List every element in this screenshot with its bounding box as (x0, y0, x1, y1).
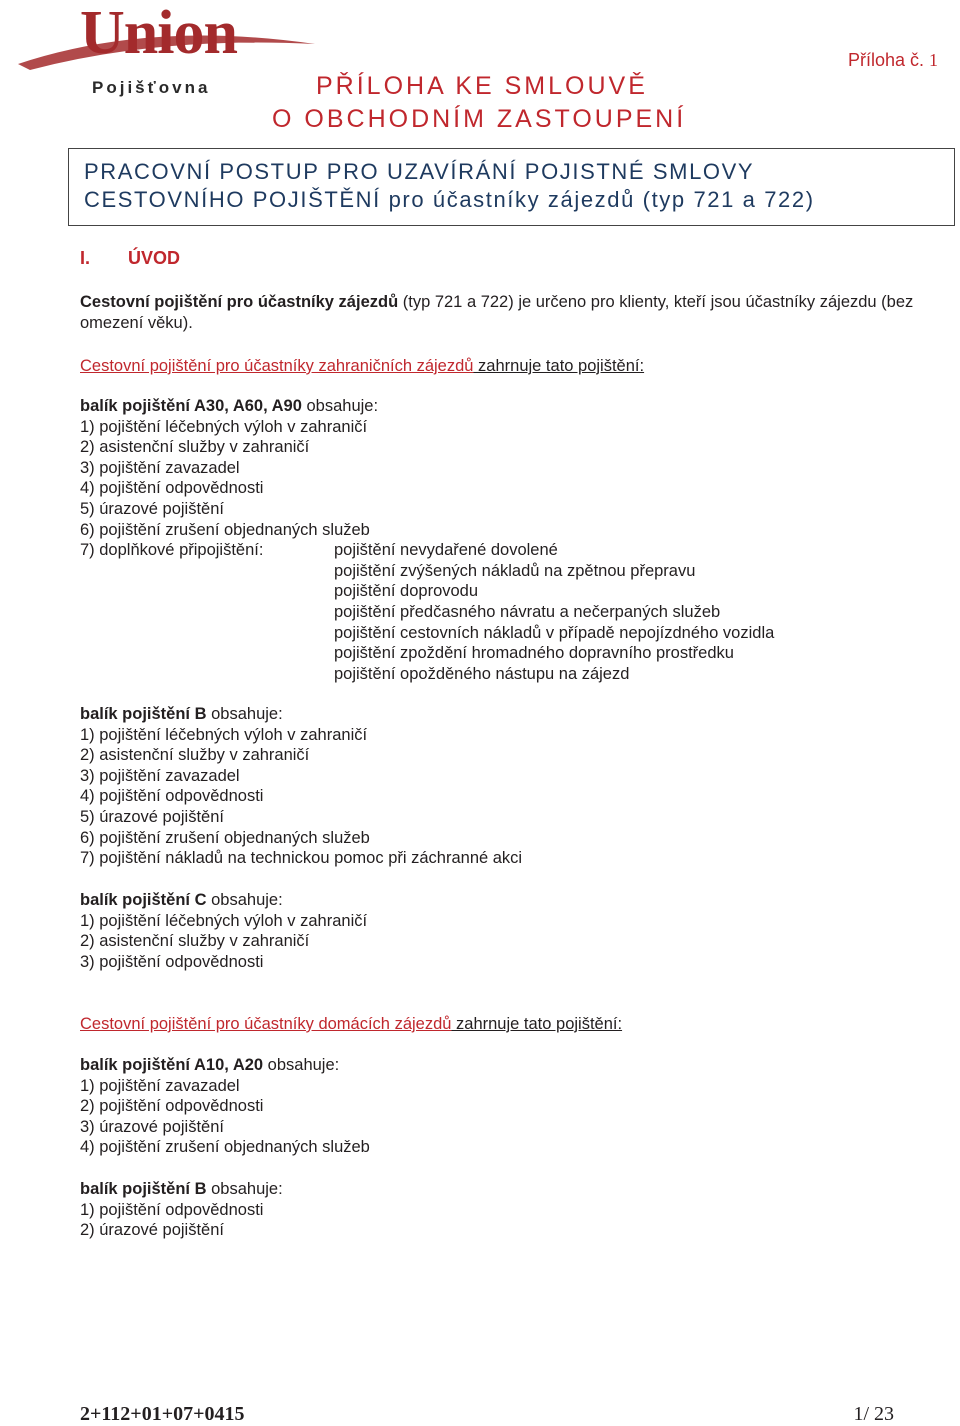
extra-item: pojištění cestovních nákladů v případě nepojízdného vozidla (334, 623, 775, 642)
package-contains: obsahuje: (206, 1180, 283, 1198)
package-contains: obsahuje: (263, 1056, 340, 1074)
package-contains: obsahuje: (206, 705, 283, 723)
attachment-number: 1 (929, 50, 938, 70)
package-contains: obsahuje: (206, 891, 283, 909)
package-b-foreign (80, 704, 522, 869)
package-title (80, 1055, 370, 1076)
intro-bold: Cestovní pojištění pro účastníky zájezdů (80, 293, 399, 311)
package-b-domestic (80, 1179, 283, 1241)
list-item: 1) pojištění léčebných výloh v zahraničí (80, 417, 368, 436)
section-title: ÚVOD (128, 248, 181, 268)
section-number: I. (80, 248, 91, 268)
extra-item: pojištění předčasného návratu a nečerpaných služeb (334, 602, 721, 621)
extra-item: pojištění opožděného nástupu na zájezd (334, 664, 630, 683)
foreign-heading-rest: zahrnuje tato pojištění: (473, 357, 645, 375)
attachment-label (848, 50, 938, 71)
package-c (80, 890, 367, 972)
document-code: 2+112+01+07+0415 (80, 1403, 245, 1425)
procedure-line-2: CESTOVNÍHO POJIŠTĚNÍ pro účastníky zájezdů (typ 721 a 722) (84, 187, 815, 212)
list-item: 3) pojištění zavazadel (80, 766, 240, 785)
extra-label: 7) doplňkové připojištění: (80, 541, 264, 560)
logo-subtitle: Pojišťovna (92, 78, 211, 97)
list-item: 6) pojištění zrušení objednaných služeb (80, 828, 370, 847)
domestic-heading-rest: zahrnuje tato pojištění: (451, 1015, 623, 1033)
package-name: balík pojištění A30, A60, A90 (80, 397, 302, 415)
list-item: 2) pojištění odpovědnosti (80, 1097, 264, 1116)
title-line-2: O OBCHODNÍM ZASTOUPENÍ (272, 105, 687, 133)
title-line-1: PŘÍLOHA KE SMLOUVĚ (316, 72, 648, 100)
list-item: 2) asistenční služby v zahraničí (80, 746, 310, 765)
package-name: balík pojištění A10, A20 (80, 1056, 264, 1074)
extra-item: pojištění zvýšených nákladů na zpětnou přepravu (334, 561, 696, 580)
procedure-line-1: PRACOVNÍ POSTUP PRO UZAVÍRÁNÍ POJISTNÉ SMLOVY (84, 159, 755, 184)
list-item: 4) pojištění odpovědnosti (80, 787, 264, 806)
package-contains: obsahuje: (301, 397, 379, 415)
list-item: 3) pojištění odpovědnosti (80, 952, 264, 971)
intro-paragraph (80, 292, 950, 334)
list-item: 7) pojištění nákladů na technickou pomoc při záchranné akci (80, 849, 523, 868)
list-item: 5) úrazové pojištění (80, 807, 224, 826)
domestic-heading (80, 1014, 622, 1035)
list-item: 4) pojištění odpovědnosti (80, 479, 264, 498)
foreign-heading-red: Cestovní pojištění pro účastníky zahraničních zájezdů (80, 357, 474, 375)
list-item: 1) pojištění léčebných výloh v zahraničí (80, 911, 368, 930)
foreign-heading (80, 356, 644, 377)
list-item: 3) úrazové pojištění (80, 1117, 224, 1136)
extra-item: pojištění nevydařené dovolené (334, 541, 558, 560)
package-title (80, 704, 522, 725)
list-item: 2) asistenční služby v zahraničí (80, 932, 310, 951)
page-number: 1/ 23 (853, 1403, 894, 1425)
extra-item: pojištění zpoždění hromadného dopravního prostředku (334, 644, 734, 663)
package-title (80, 1179, 283, 1200)
domestic-heading-red: Cestovní pojištění pro účastníky domácích zájezdů (80, 1015, 452, 1033)
list-item: 2) úrazové pojištění (80, 1221, 224, 1240)
package-title (80, 890, 367, 911)
package-a-domestic (80, 1055, 370, 1158)
intro-rest: (typ 721 a 722) je určeno pro klienty, kteří jsou účastníky zájezdu (bez omezení věku). (80, 293, 914, 332)
package-name: balík pojištění B (80, 705, 207, 723)
list-item-extra (80, 540, 774, 561)
section-heading (80, 248, 180, 269)
package-name: balík pojištění B (80, 1180, 207, 1198)
list-item: 1) pojištění zavazadel (80, 1076, 240, 1095)
list-item: 5) úrazové pojištění (80, 499, 224, 518)
list-item: 2) asistenční služby v zahraničí (80, 438, 310, 457)
attachment-text: Příloha č. (847, 50, 924, 70)
procedure-box-text (84, 158, 815, 214)
document-title (272, 70, 752, 136)
package-a (80, 396, 774, 684)
list-item: 4) pojištění zrušení objednaných služeb (80, 1138, 370, 1157)
list-item: 1) pojištění odpovědnosti (80, 1200, 264, 1219)
list-item: 6) pojištění zrušení objednaných služeb (80, 520, 370, 539)
list-item: 1) pojištění léčebných výloh v zahraničí (80, 725, 368, 744)
package-title (80, 396, 774, 417)
extra-item: pojištění doprovodu (334, 582, 479, 601)
logo-wordmark: Union (80, 0, 237, 67)
list-item: 3) pojištění zavazadel (80, 458, 240, 477)
package-name: balík pojištění C (80, 891, 207, 909)
